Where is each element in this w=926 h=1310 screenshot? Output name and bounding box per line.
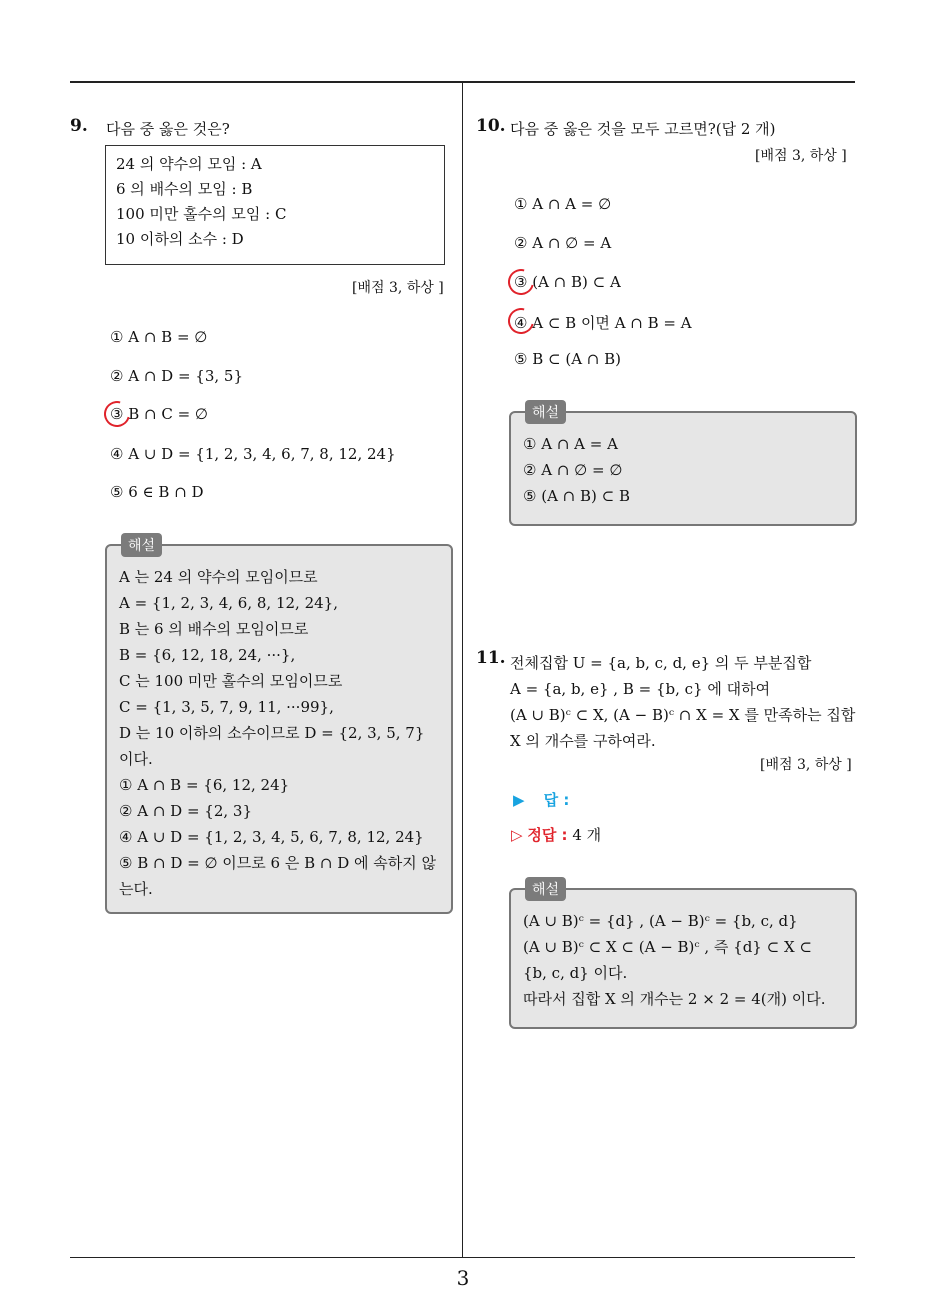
q9-solution-line: ① A ∩ B = {6, 12, 24} — [119, 776, 290, 794]
q11-solution-line: (A ∪ B)ᶜ ⊂ X ⊂ (A − B)ᶜ , 즉 {d} ⊂ X ⊂ — [523, 938, 812, 956]
q9-solution-line: ④ A ∪ D = {1, 2, 3, 4, 5, 6, 7, 8, 12, 24} — [119, 828, 424, 846]
answer-label: 답 : — [543, 791, 570, 809]
q11-solution-line: (A ∪ B)ᶜ = {d} , (A − B)ᶜ = {b, c, d} — [523, 912, 798, 930]
q11-question-line: (A ∪ B)ᶜ ⊂ X, (A − B)ᶜ ∩ X = X 를 만족하는 집합 — [510, 706, 856, 724]
q9-question: 다음 중 옳은 것은? — [106, 120, 230, 138]
q9-solution-line: ⑤ B ∩ D = ∅ 이므로 6 은 B ∩ D 에 속하지 않 — [119, 854, 437, 872]
correct-label: 정답 : — [527, 826, 568, 844]
q11-question-line: A = {a, b, e} , B = {b, c} 에 대하여 — [510, 680, 771, 698]
q10-choice-3[interactable]: ③ (A ∩ B) ⊂ A — [514, 273, 621, 291]
q9-info-line: 6 의 배수의 모임 : B — [116, 180, 253, 198]
q10-number: 10. — [476, 116, 506, 136]
q9-number: 9. — [70, 116, 88, 136]
q9-solution-line: C 는 100 미만 홀수의 모임이므로 — [119, 672, 343, 690]
q9-solution-box — [105, 538, 453, 914]
q9-solution-line: A = {1, 2, 3, 4, 6, 8, 12, 24}, — [119, 594, 338, 612]
q10-score: [배점 3, 하상 ] — [755, 148, 847, 164]
q11-question-line: X 의 개수를 구하여라. — [510, 732, 656, 750]
q10-choice-5[interactable]: ⑤ B ⊂ (A ∩ B) — [514, 350, 622, 368]
q11-correct-row — [511, 824, 601, 845]
q11-question — [510, 650, 855, 754]
q9-solution-tag: 해설 — [121, 533, 162, 557]
q10-choice-1[interactable]: ① A ∩ A = ∅ — [514, 195, 612, 213]
q9-solution-line: D 는 10 이하의 소수이므로 D = {2, 3, 5, 7} — [119, 724, 425, 742]
q9-choice-5[interactable]: ⑤ 6 ∈ B ∩ D — [110, 483, 204, 501]
q9-solution-line: C = {1, 3, 5, 7, 9, 11, ···99}, — [119, 698, 334, 716]
q9-solution-line: B = {6, 12, 18, 24, ···}, — [119, 646, 296, 664]
q11-score: [배점 3, 하상 ] — [760, 757, 852, 773]
column-divider — [462, 83, 463, 1258]
page-number: 3 — [456, 1266, 470, 1290]
q10-question: 다음 중 옳은 것을 모두 고르면?(답 2 개) — [510, 120, 776, 138]
q10-solution-line: ⑤ (A ∩ B) ⊂ B — [523, 487, 631, 505]
q9-solution-line: ② A ∩ D = {2, 3} — [119, 802, 252, 820]
q11-question-line: 전체집합 U = {a, b, c, d, e} 의 두 부분집합 — [510, 654, 812, 672]
q11-solution-line: 따라서 집합 X 의 개수는 2 × 2 = 4(개) 이다. — [523, 990, 826, 1008]
q11-solution-box — [509, 882, 857, 1029]
q10-solution-line: ① A ∩ A = A — [523, 435, 618, 453]
correct-arrow-icon: ▷ — [511, 826, 523, 844]
q9-solution-line: 는다. — [119, 880, 153, 898]
q9-info-line: 24 의 약수의 모임 : A — [116, 155, 262, 173]
bottom-rule — [70, 1257, 855, 1258]
q9-solution-line: B 는 6 의 배수의 모임이므로 — [119, 620, 309, 638]
q9-info-line: 10 이하의 소수 : D — [116, 230, 244, 248]
q10-solution-box — [509, 405, 857, 526]
q9-info-box — [105, 145, 445, 265]
answer-arrow-icon: ▶ — [513, 791, 525, 809]
q11-number: 11. — [476, 648, 506, 668]
q9-solution-line: A 는 24 의 약수의 모임이므로 — [119, 568, 318, 586]
correct-value: 4 개 — [572, 826, 602, 844]
q9-choice-1[interactable]: ① A ∩ B = ∅ — [110, 328, 208, 346]
q11-answer-row — [513, 789, 569, 810]
q11-solution-tag: 해설 — [525, 877, 566, 901]
q9-choice-3[interactable]: ③ B ∩ C = ∅ — [110, 405, 208, 423]
q10-solution-tag: 해설 — [525, 400, 566, 424]
q9-choice-4[interactable]: ④ A ∪ D = {1, 2, 3, 4, 6, 7, 8, 12, 24} — [110, 445, 396, 463]
q9-score: [배점 3, 하상 ] — [352, 280, 444, 296]
q9-info-line: 100 미만 홀수의 모임 : C — [116, 205, 287, 223]
q10-solution-line: ② A ∩ ∅ = ∅ — [523, 461, 623, 479]
q10-choice-4[interactable]: ④ A ⊂ B 이면 A ∩ B = A — [514, 314, 692, 332]
q10-choice-2[interactable]: ② A ∩ ∅ = A — [514, 234, 612, 252]
q11-solution-line: {b, c, d} 이다. — [523, 964, 628, 982]
q9-solution-line: 이다. — [119, 750, 153, 768]
q9-choice-2[interactable]: ② A ∩ D = {3, 5} — [110, 367, 243, 385]
